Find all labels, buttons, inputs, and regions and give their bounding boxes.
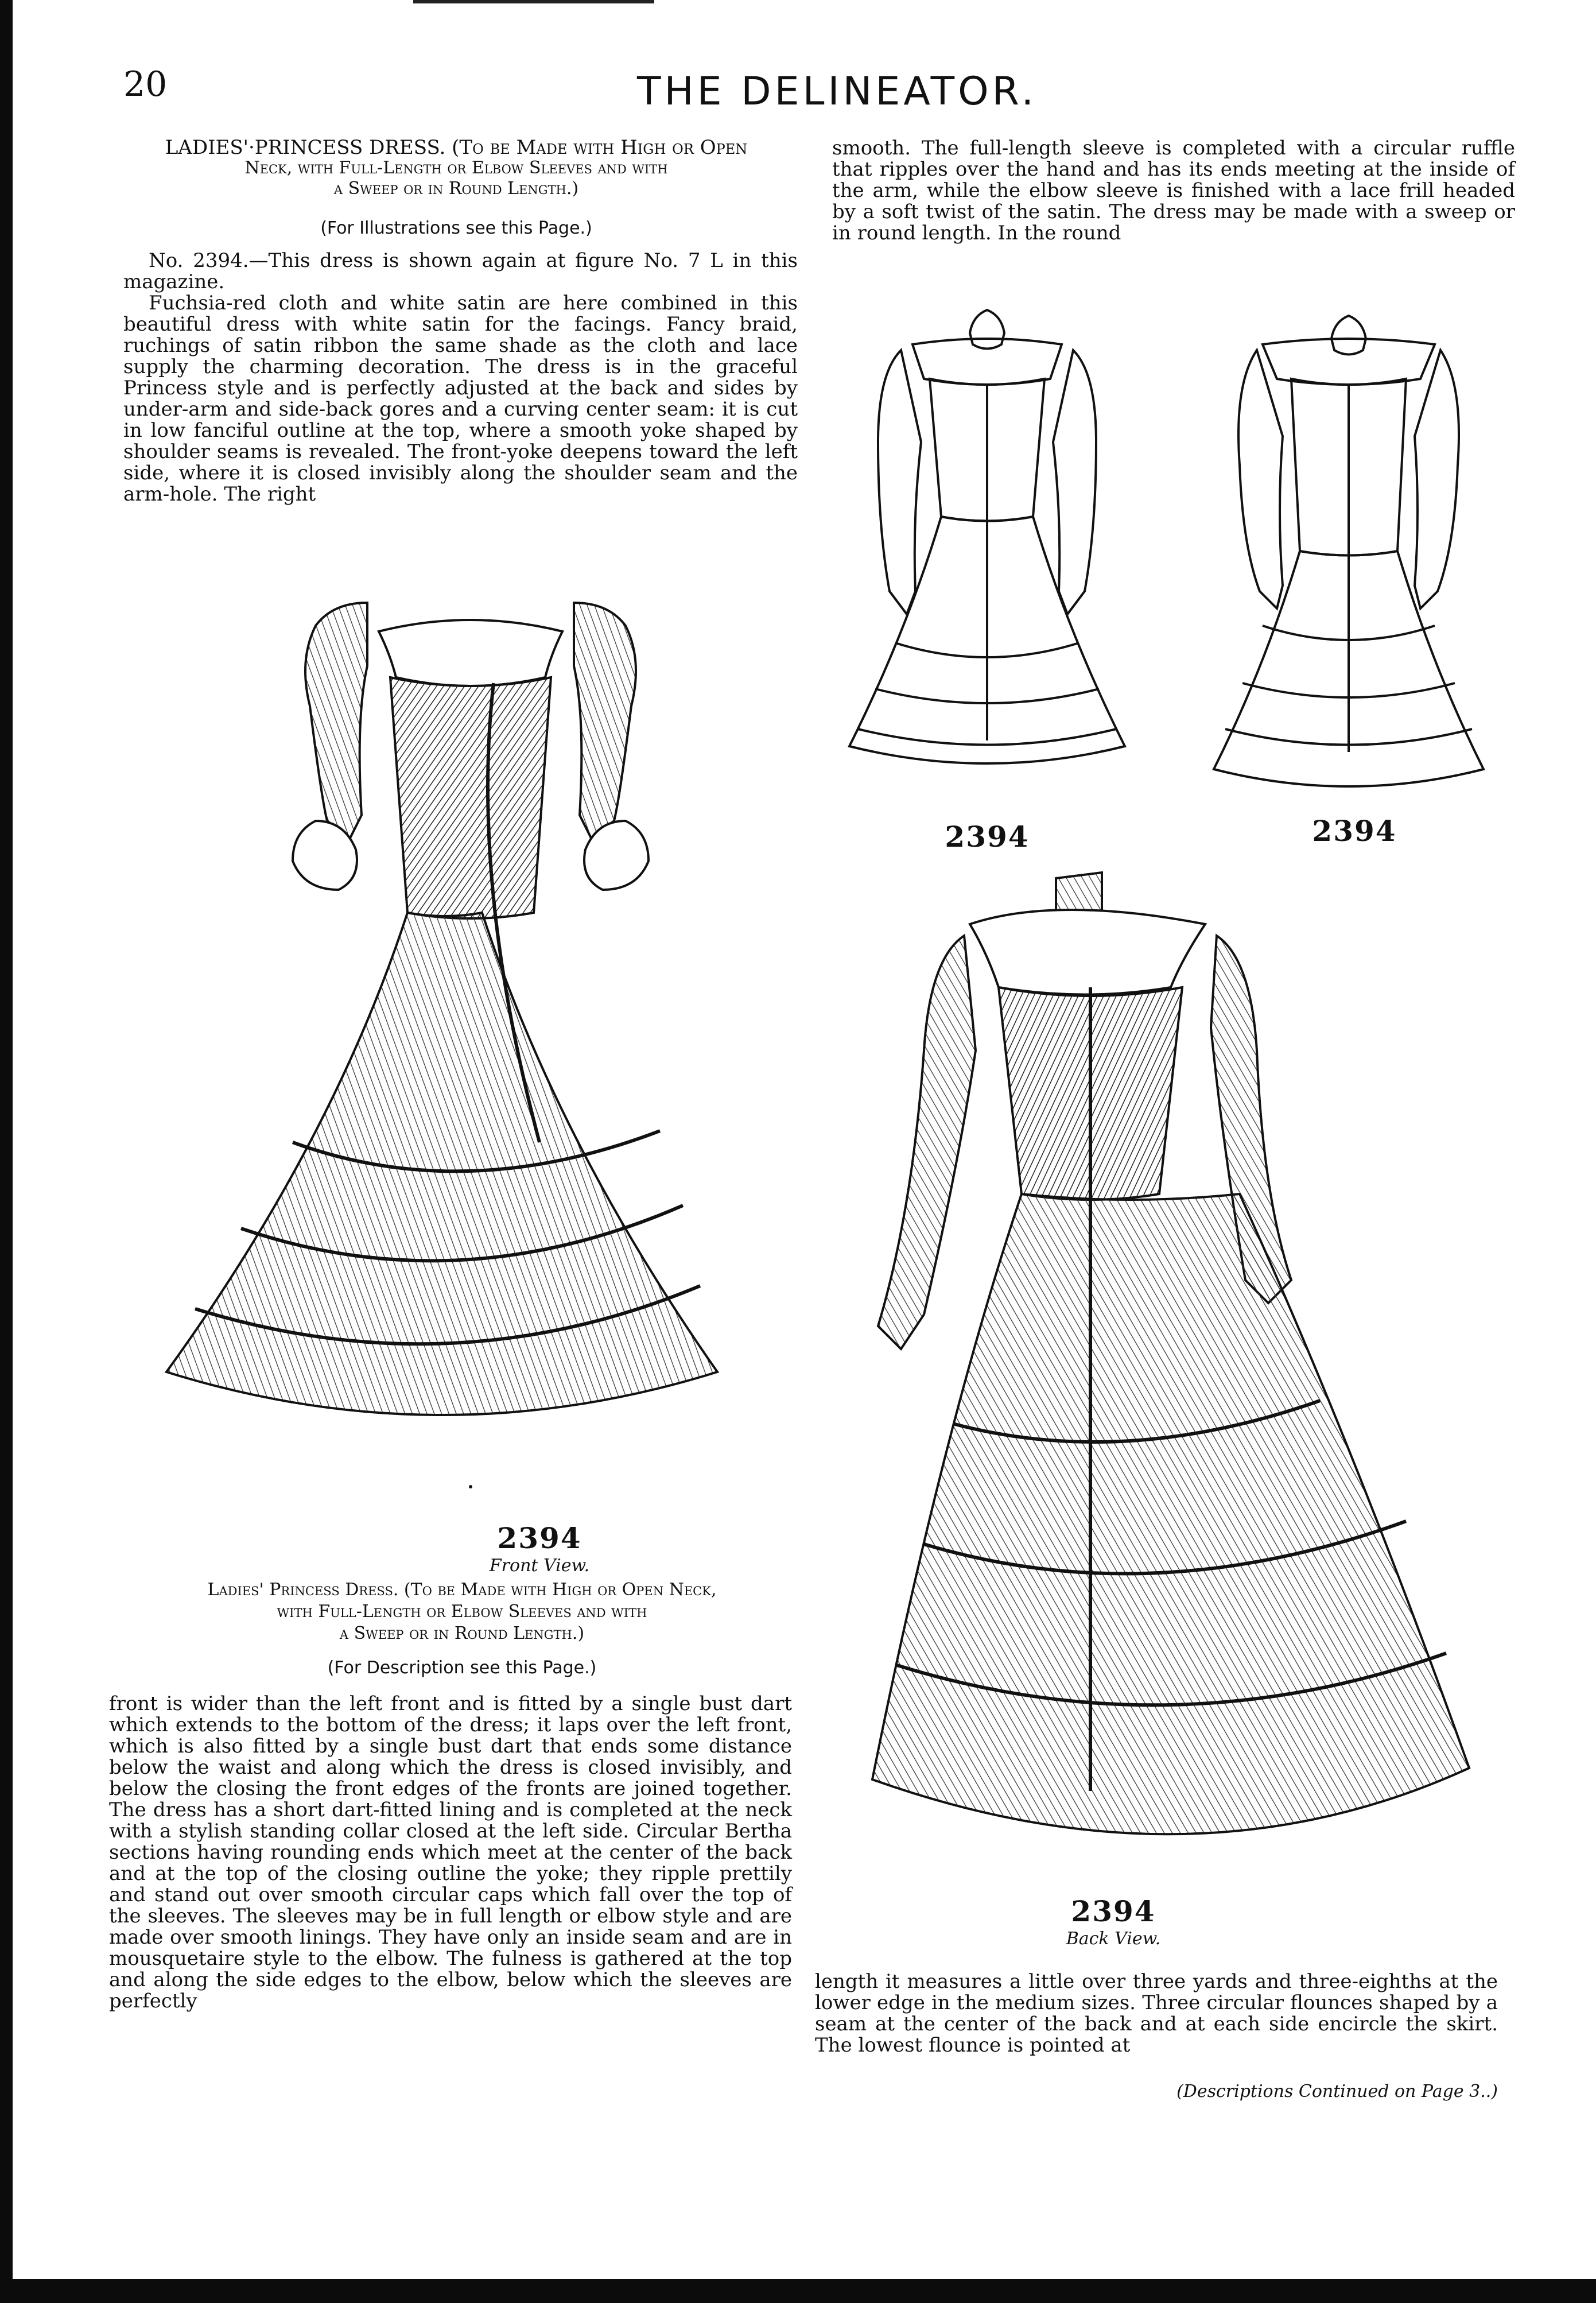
left-column-bottom-text [109,1693,792,2012]
back-view-label: Back View. [1066,1929,1161,1949]
magazine-title: THE DELINEATOR. [637,69,1038,114]
back-view-engraving [849,861,1492,1883]
figure-caption-line3: a Sweep or in Round Length.) [339,1623,585,1643]
article-heading-line1: LADIES'·PRINCESS DRESS. (To be Made with High or Open [165,136,748,159]
small-back-figure-number: 2394 [1312,814,1397,848]
paragraph-sleeve-description: smooth. The full-length sleeve is completed with a circular ruffle that ripples over the hand and has its ends meeting at the inside of the arm, while the elbow sleeve is finished with a lace frill headed by a soft twist of the satin. The dress may be made with a sweep or in round length. In the round [832,137,1515,245]
continued-note: (Descriptions Continued on Page 3..) [1176,2081,1498,2102]
front-view-engraving [126,568,758,1510]
see-illustrations-note: (For Illustrations see this Page.) [320,218,592,238]
scan-left-edge [0,0,13,2303]
back-figure-number: 2394 [1071,1894,1156,1928]
small-front-outline-figure [826,287,1148,821]
scan-bottom-edge [0,2279,1596,2303]
paragraph-length: length it measures a little over three yards and three-eighths at the lower edge in the medium sizes. Three circular flounces shaped by a seam at the center of the back and at each side encircle the skirt. The lowest flounce is pointed at [815,1970,1498,2057]
figure-caption-line1: Ladies' Princess Dress. (To be Made with High or Open Neck, [207,1580,717,1600]
figure-caption-line2: with Full-Length or Elbow Sleeves and with [277,1602,647,1622]
small-back-outline-figure [1194,293,1515,815]
front-view-label: Front View. [489,1556,590,1576]
small-front-figure-number: 2394 [945,820,1030,854]
see-description-note: (For Description see this Page.) [327,1658,597,1678]
right-column-bottom-text [815,1971,1498,2056]
left-column-top-text [123,250,798,505]
front-figure-number: 2394 [497,1521,582,1555]
article-heading-line3: a Sweep or in Round Length.) [333,179,579,199]
article-heading-line2: Neck, with Full-Length or Elbow Sleeves and with [244,158,668,178]
scan-top-mark [413,0,654,3]
paragraph-construction: front is wider than the left front and is fitted by a single bust dart which extends to the bottom of the dress; it laps over the left front, which is also fitted by a single bust dart that ends some distance below the waist and along which the dress is closed invisibly, and below the closing the front edges of the fronts are joined together. The dress has a short dart-fitted lining and is completed at the neck with a stylish standing collar closed at the left side. Circular Bertha sections having rounding ends which meet at the center of the back and at the top of the closing outline the yoke; they ripple prettily and stand out over smooth circular caps which fall over the top of the sleeves. The sleeves may be in full length or elbow style and are made over smooth linings. They have only an inside seam and are in mousquetaire style to the elbow. The fulness is gathered at the top and along the side edges to the elbow, below which the sleeves are perfectly [109,1692,792,2013]
right-column-top-text [832,138,1515,244]
paragraph-pattern-number: No. 2394.—This dress is shown again at figure No. 7 L in this magazine. [123,249,798,293]
page-number: 20 [123,64,168,104]
paragraph-description: Fuchsia-red cloth and white satin are here combined in this beautiful dress with white satin for the facings. Fancy braid, ruchings of satin ribbon the same shade as the cloth and lace supply the charming decoration. The dress is in the graceful Princess style and is perfectly adjusted at the back and sides by under-arm and side-back gores and a curving center seam: it is cut in low fanciful outline at the top, where a smooth yoke shaped by shoulder seams is revealed. The front-yoke deepens toward the left side, where it is closed invisibly along the shoulder seam and the arm-hole. The right [123,292,798,506]
